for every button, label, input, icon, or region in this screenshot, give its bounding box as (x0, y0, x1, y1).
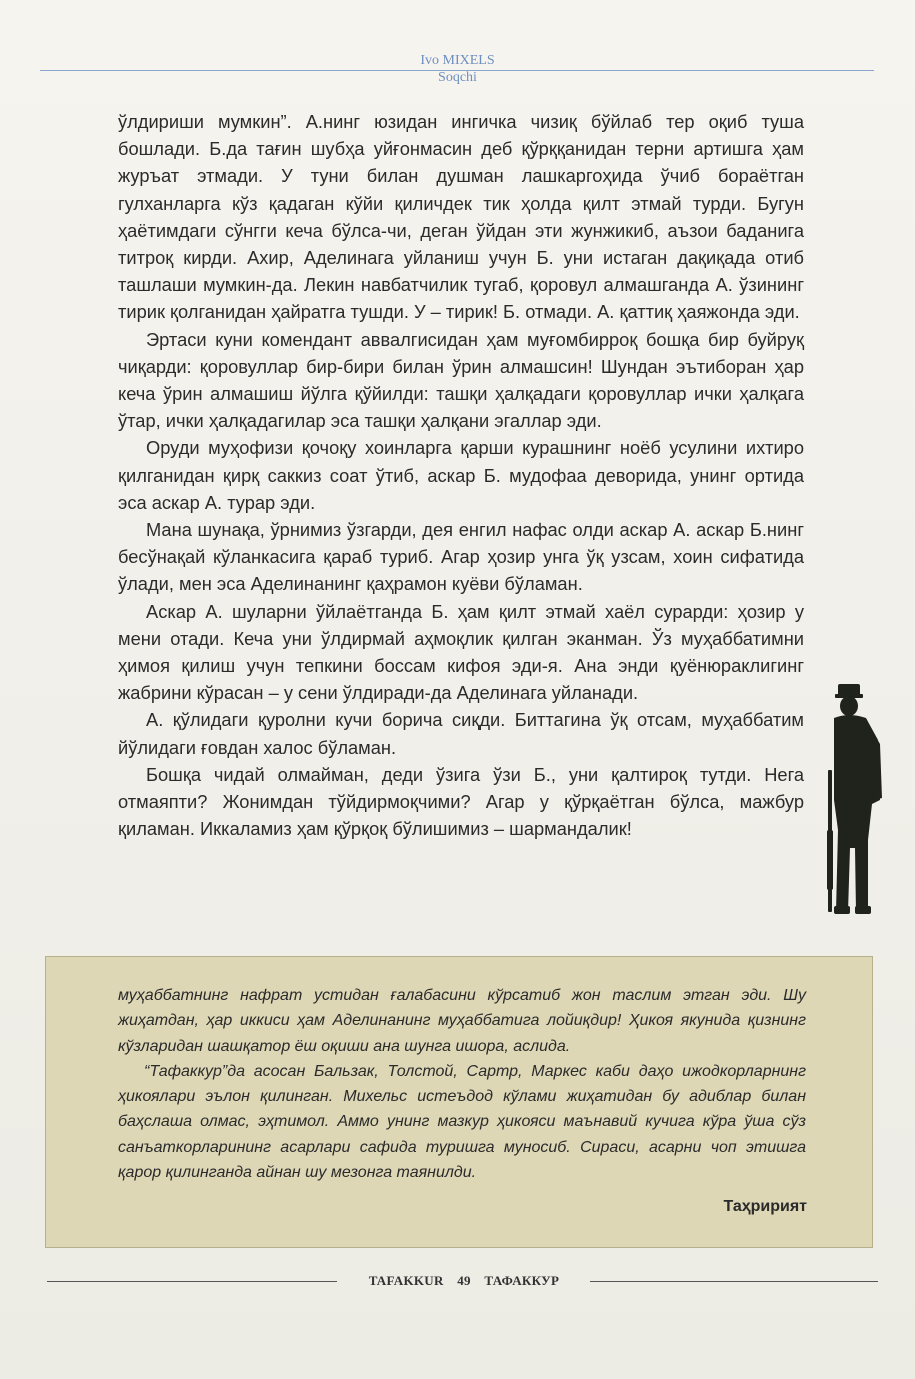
story-paragraph: А. қўлидаги қуролни кучи борича сиқди. Биттагина ўқ отсам, муҳаббатим йўлидаги ғовдан халос бўламан. (118, 709, 804, 758)
editorial-note-text (118, 983, 806, 1185)
editorial-signature: Таҳририят (723, 1198, 807, 1215)
header-author: Ivo MIXELS (420, 53, 495, 68)
soldier-silhouette-icon (822, 680, 892, 920)
header-rule (40, 70, 874, 71)
footer-cyrillic-title: ТАФАККУР (484, 1273, 560, 1288)
page-number: 49 (457, 1273, 471, 1288)
running-header (0, 52, 915, 86)
page-footer (0, 1271, 915, 1291)
note-paragraph: “Тафаккур”да асосан Бальзак, Толстой, Сартр, Маркес каби даҳо ижодкорларнинг ҳикоялари эълон қилинган. Михельс истеъдод кўлами жиҳатидан бу адиблар билан баҳслаша олмас, эҳтимол. Аммо унинг мазкур ҳикояси маънавий кучига кўра ўша сўз санъаткорларининг асарлари сафида туришга муносиб. Сираси, асарни чоп этишга қарор қилинганда айнан шу мезонга таянилди. (118, 1062, 806, 1182)
story-text (118, 108, 804, 842)
story-paragraph: Эртаси куни комендант аввалгисидан ҳам муғомбирроқ бошқа бир буйруқ чиқарди: қоровуллар бир-бири билан ўрин алмашсин! Шундан эътиборан ҳар кеча ўрин алмашиш йўлга қўйилди: ташқи ҳалқадаги қоровуллар ички ҳалқага ўтар, ички ҳалқадагилар эса ташқи ҳалқани эгаллар эди. (118, 328, 804, 432)
story-paragraph: Аскар А. шуларни ўйлаётганда Б. ҳам қилт этмай хаёл сурарди: ҳозир у мени отади. Кеча уни ўлдирмай аҳмоқлик қилган эканман. Ўз муҳаббатимни ҳимоя қилиш учун тепкини боссам кифоя эди-я. Ана энди қуёнюраклигинг жабрини кўрасан – у сени ўлдиради-да Аделинага уйланади. (118, 600, 804, 704)
footer-rule-left (47, 1281, 337, 1282)
story-paragraph: Оруди муҳофизи қочоқу хоинларга қарши курашнинг ноёб усулини ихтиро қилганидан қирқ саккиз соат ўтиб, аскар Б. мудофаа деворида, унинг ортида эса аскар А. турар эди. (118, 437, 804, 513)
footer-rule-right (590, 1281, 878, 1282)
story-paragraph: Мана шунақа, ўрнимиз ўзгарди, дея енгил нафас олди аскар А. аскар Б.нинг бесўнақай кўланкасига қараб туриб. Агар ҳозир унга ўқ узсам, хоин сифатида ўлади, мен эса Аделинанинг қаҳрамон куёви бўламан. (118, 519, 804, 595)
note-paragraph: муҳаббатнинг нафрат устидан ғалабасини кўрсатиб жон таслим этган эди. Шу жиҳатдан, ҳар иккиси ҳам Аделинанинг муҳаббатига лойиқдир! Ҳикоя якунида қизнинг кўзларидан шашқатор ёш оқиши ана шунга ишора, аслида. (118, 987, 806, 1055)
footer-latin-title: TAFAKKUR (368, 1273, 444, 1288)
footer-text (340, 1273, 588, 1289)
header-section: Soqchi (438, 70, 477, 85)
story-paragraph: ўлдириши мумкин”. А.нинг юзидан ингичка чизиқ бўйлаб тер оқиб туша бошлади. Б.да тағин шубҳа уйғонмасин деб қўрққанидан терни артишга ҳам журъат этмади. У туни билан душман лашкаргоҳида ўчиб бораётган гулханларга кўз қадаган кўйи қиличдек тик ҳолда қилт этмай турди. Бугун ҳаётимдаги сўнгги кеча бўлса-чи, деган ўйдан эти жунжикиб, аъзои баданига титроқ кирди. Ахир, Аделинага уйланиш учун Б. уни истаган дақиқада отиб ташлаши мумкин-да. Лекин навбатчилик тугаб, қоровул алмашганда А. ўзининг тирик қолганидан ҳайратга тушди. У – тирик! Б. отмади. А. қаттиқ ҳаяжонда эди. (118, 111, 804, 323)
story-paragraph: Бошқа чидай олмайман, деди ўзига ўзи Б., уни қалтироқ тутди. Нега отмаяпти? Жонимдан тўйдирмоқчими? Агар у қўрқаётган бўлса, мажбур қиламан. Иккаламиз ҳам қўрқоқ бўлишимиз – шармандалик! (118, 763, 804, 840)
